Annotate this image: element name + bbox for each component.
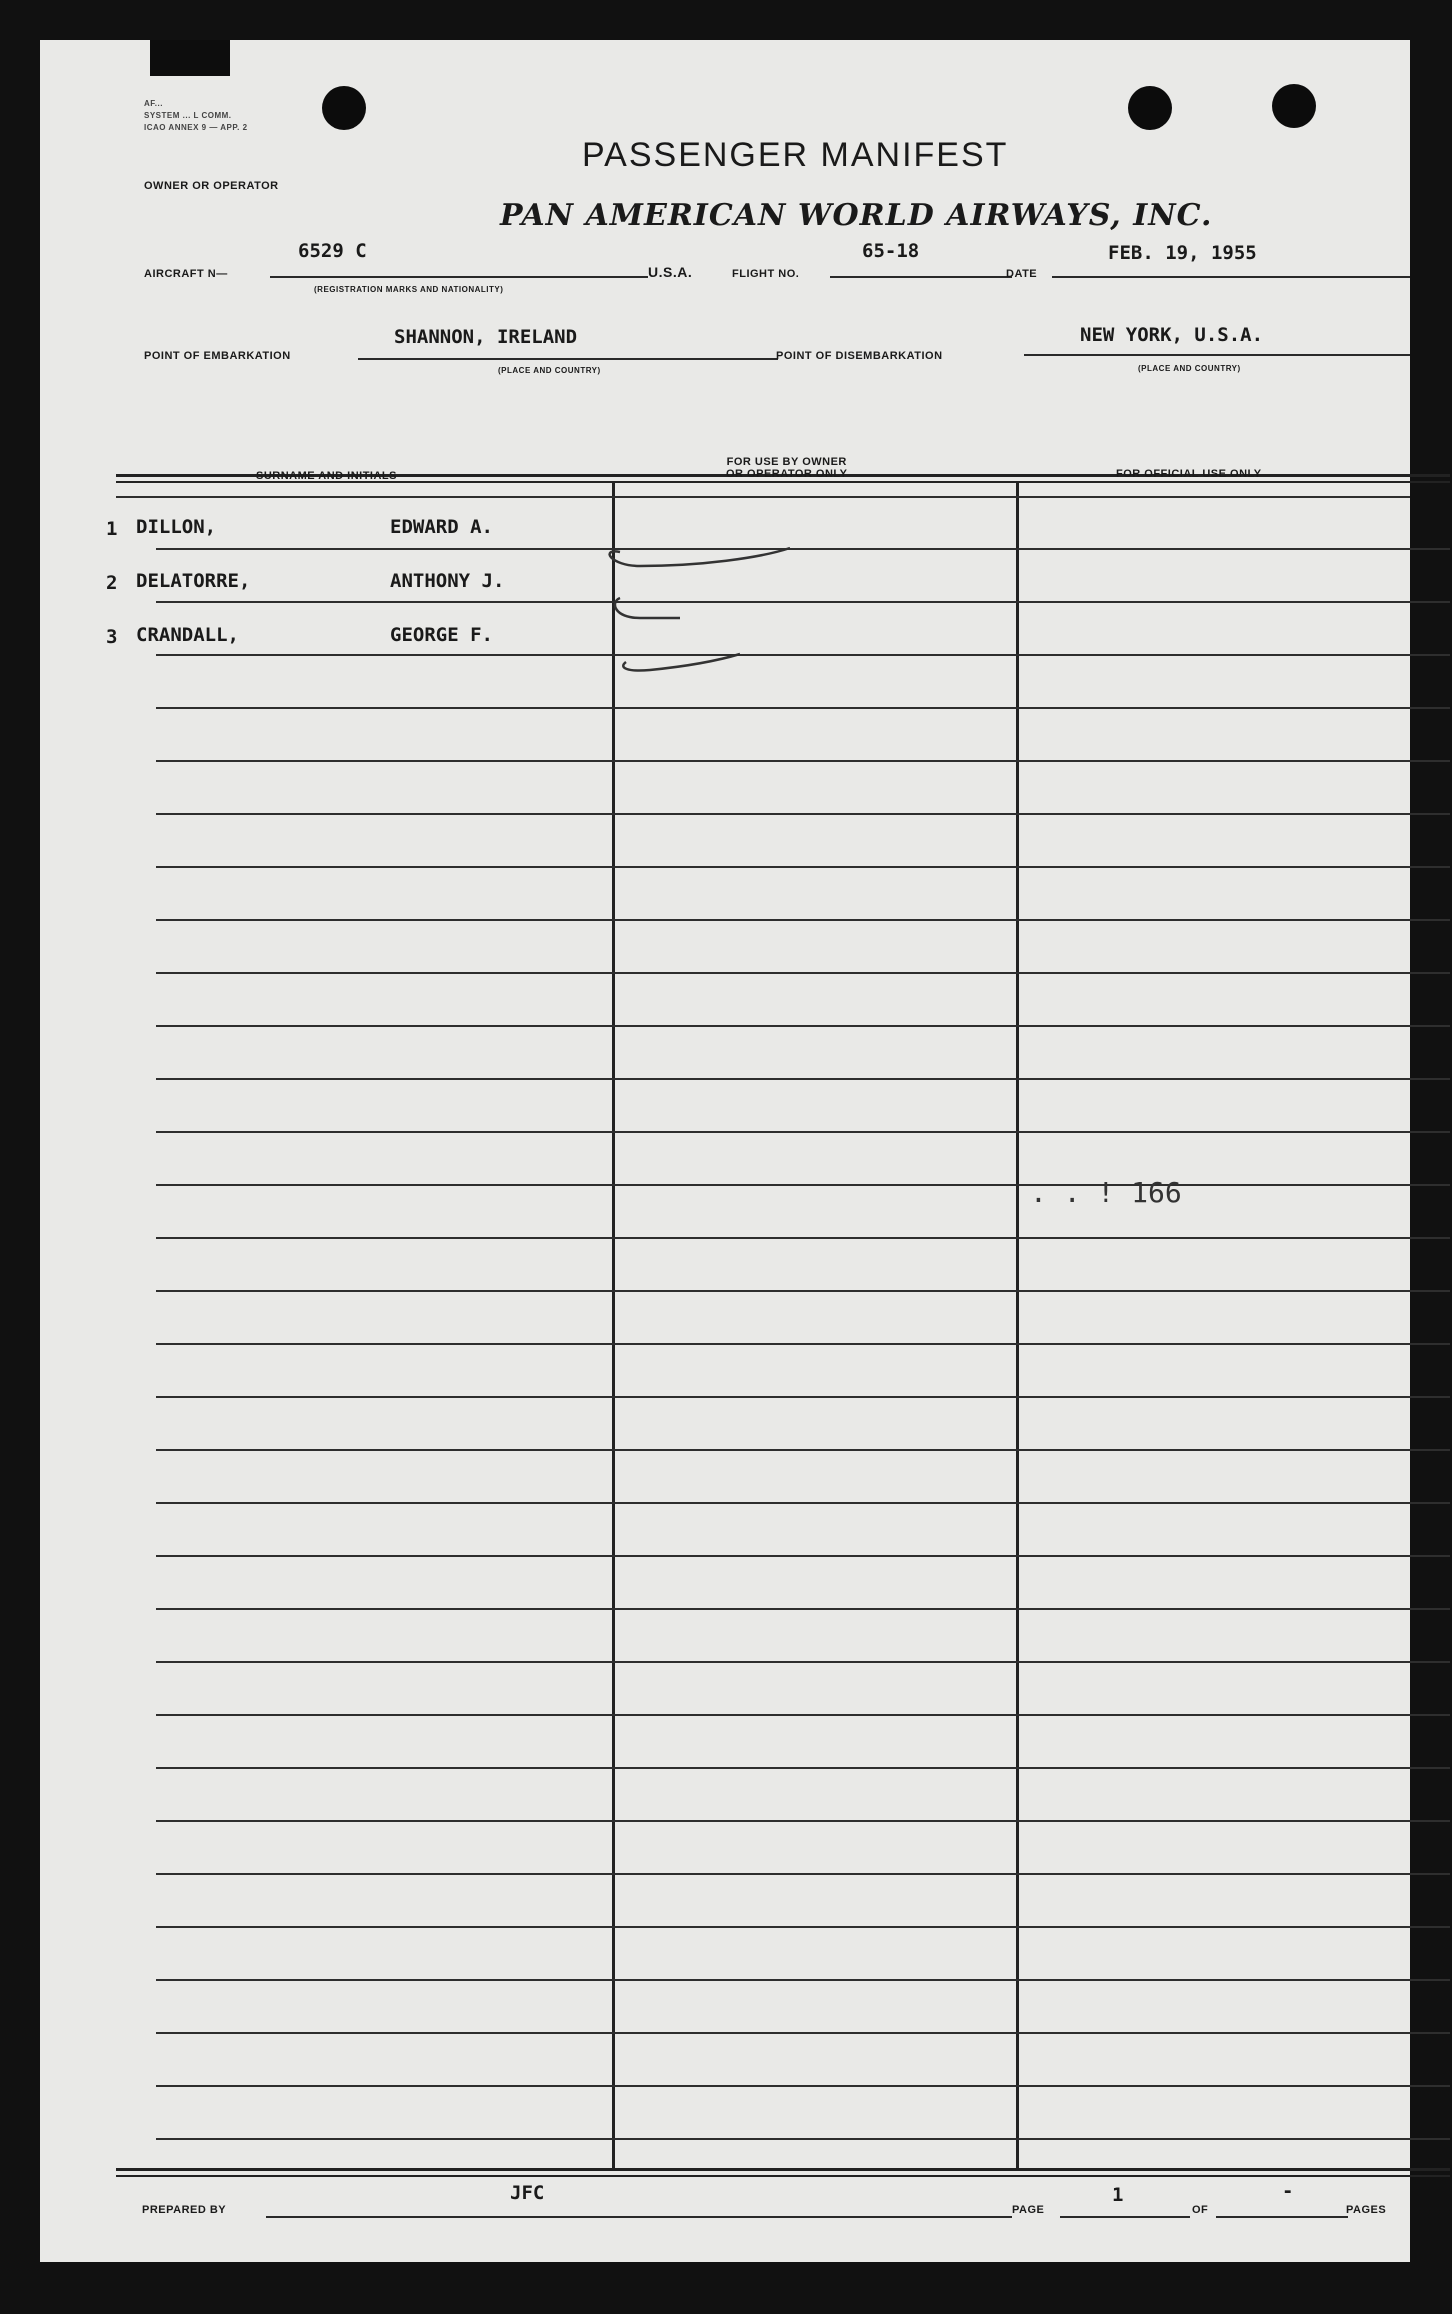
corner-tab — [150, 40, 230, 76]
prepared-value: JFC — [510, 2182, 545, 2204]
owner-label: OWNER OR OPERATOR — [144, 180, 279, 192]
ruled-line — [156, 1078, 1450, 1080]
passenger-initials: GEORGE F. — [390, 624, 493, 646]
passenger-initials: EDWARD A. — [390, 516, 493, 538]
ruled-line — [156, 1237, 1450, 1239]
ruled-line — [156, 866, 1450, 868]
disembark-label: POINT OF DISEMBARKATION — [776, 350, 943, 362]
of-underline — [1216, 2216, 1348, 2218]
ruled-line — [156, 1608, 1450, 1610]
row-number: 1 — [106, 518, 118, 540]
page-label: PAGE — [1012, 2204, 1045, 2216]
disembark-underline — [1024, 354, 1410, 356]
ruled-line — [156, 972, 1450, 974]
punch-hole — [1272, 84, 1316, 128]
embark-label: POINT OF EMBARKATION — [144, 350, 291, 362]
passenger-surname: DILLON, — [136, 516, 217, 538]
header-row-line — [116, 496, 1410, 498]
ruled-line — [156, 1290, 1450, 1292]
column-divider — [612, 483, 615, 2171]
ruled-line — [156, 707, 1450, 709]
col-header-surname: SURNAME AND INITIALS — [256, 470, 397, 482]
table-bottom-rule — [116, 2175, 1450, 2177]
ruled-line — [156, 1131, 1450, 1133]
ruled-line — [156, 1502, 1450, 1504]
embark-underline — [358, 358, 778, 360]
ruled-line — [156, 601, 1450, 603]
flight-value: 65-18 — [862, 240, 920, 262]
ruled-line — [156, 2085, 1450, 2087]
ruled-line — [156, 2138, 1450, 2140]
pages-label: PAGES — [1346, 2204, 1387, 2216]
ruled-line — [156, 760, 1450, 762]
disembark-sub: (PLACE AND COUNTRY) — [1138, 364, 1241, 373]
disembark-value: NEW YORK, U.S.A. — [1080, 324, 1264, 346]
page-underline — [1060, 2216, 1190, 2218]
ruled-line — [156, 1343, 1450, 1345]
form-ref-line: AF... — [144, 99, 163, 108]
passenger-initials: ANTHONY J. — [390, 570, 505, 592]
ruled-line — [156, 813, 1450, 815]
ruled-line — [156, 1449, 1450, 1451]
ruled-line — [156, 1926, 1450, 1928]
check-mark — [610, 548, 790, 566]
punch-hole — [1128, 86, 1172, 130]
ruled-line — [156, 1873, 1450, 1875]
col-header-official: FOR OFFICIAL USE ONLY — [1116, 468, 1262, 480]
ruled-line — [156, 1767, 1450, 1769]
official-note: . . ! 166 — [1030, 1176, 1182, 1209]
punch-hole — [322, 86, 366, 130]
column-divider — [1016, 483, 1019, 2171]
aircraft-label: AIRCRAFT N— — [144, 268, 228, 280]
manifest-sheet — [40, 40, 1410, 2262]
page-title: PASSENGER MANIFEST — [582, 136, 1009, 174]
form-reference — [144, 98, 248, 134]
ruled-line — [156, 1714, 1450, 1716]
prepared-label: PREPARED BY — [142, 2204, 227, 2216]
row-number: 3 — [106, 626, 118, 648]
check-mark — [623, 654, 740, 671]
table-bottom-rule — [116, 2168, 1450, 2171]
flight-underline — [830, 276, 1012, 278]
form-ref-line: ICAO ANNEX 9 — APP. 2 — [144, 123, 248, 132]
ruled-line — [156, 654, 1450, 656]
aircraft-value: 6529 C — [298, 240, 367, 262]
ruled-line — [156, 1820, 1450, 1822]
aircraft-sub: (REGISTRATION MARKS AND NATIONALITY) — [314, 285, 504, 294]
ruled-line — [156, 919, 1450, 921]
col-header-owner-line: FOR USE BY OWNER — [726, 456, 847, 468]
flight-label: FLIGHT NO. — [732, 268, 800, 280]
col-header-owner — [726, 456, 847, 480]
page-value: 1 — [1112, 2184, 1124, 2206]
form-ref-line: SYSTEM ... L COMM. — [144, 111, 232, 120]
date-underline — [1052, 276, 1410, 278]
embark-value: SHANNON, IRELAND — [394, 326, 578, 348]
ruled-line — [156, 1396, 1450, 1398]
ruled-line — [156, 1555, 1450, 1557]
prepared-underline — [266, 2216, 1012, 2218]
ruled-line — [156, 1979, 1450, 1981]
nationality: U.S.A. — [648, 264, 693, 280]
passenger-surname: DELATORRE, — [136, 570, 251, 592]
ruled-line — [156, 548, 1450, 550]
embark-sub: (PLACE AND COUNTRY) — [498, 366, 601, 375]
aircraft-underline — [270, 276, 648, 278]
ruled-line — [156, 1184, 1450, 1186]
of-value: - — [1282, 2180, 1294, 2202]
owner-value: PAN AMERICAN WORLD AIRWAYS, INC. — [500, 198, 1213, 233]
of-label: OF — [1192, 2204, 1209, 2216]
check-marks — [570, 510, 830, 700]
ruled-line — [156, 2032, 1450, 2034]
passenger-surname: CRANDALL, — [136, 624, 239, 646]
row-number: 2 — [106, 572, 118, 594]
date-value: FEB. 19, 1955 — [1108, 242, 1257, 264]
ruled-line — [156, 1025, 1450, 1027]
date-label: DATE — [1006, 268, 1038, 280]
ruled-line — [156, 1661, 1450, 1663]
col-header-owner-line: OR OPERATOR ONLY — [726, 468, 848, 480]
